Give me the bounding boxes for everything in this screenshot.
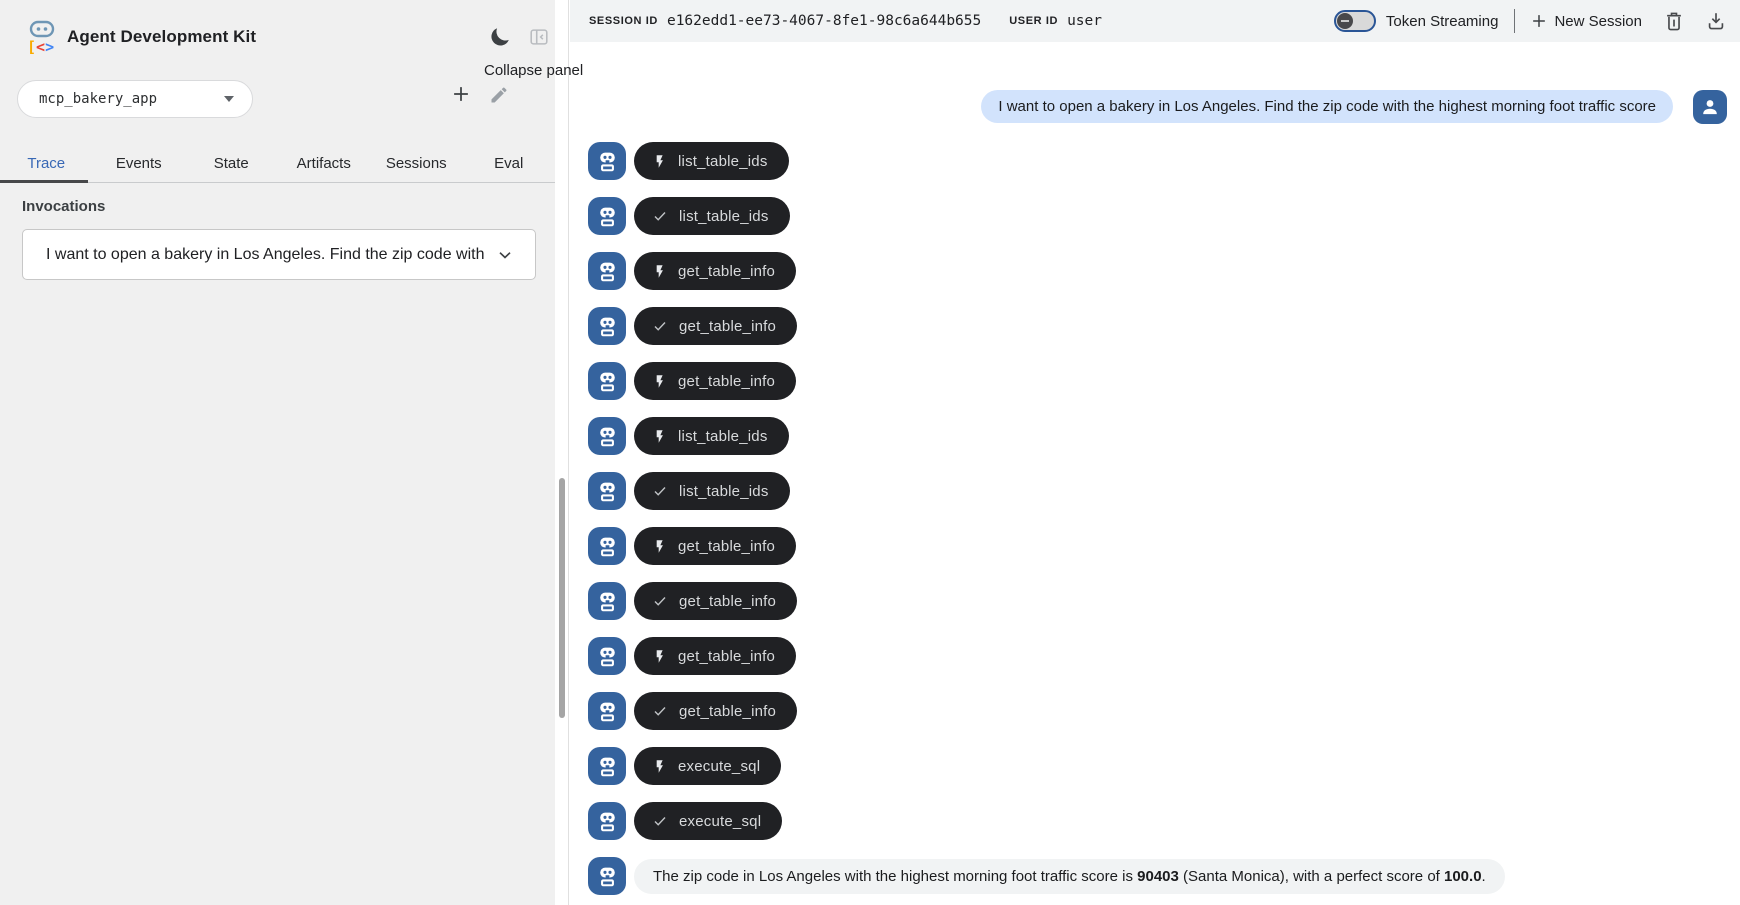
caret-down-icon: [224, 96, 234, 102]
check-icon: [652, 813, 668, 829]
pencil-icon: [489, 85, 509, 105]
panel-header: [0, 0, 555, 74]
session-id-value: e162edd1-ee73-4067-8fe1-98c6a644b655: [666, 13, 982, 29]
app-select-value: mcp_bakery_app: [39, 91, 158, 107]
bolt-icon: [652, 429, 667, 444]
bot-avatar: [588, 197, 626, 235]
tool-name-label: get_table_info: [678, 372, 776, 390]
user-id-value: user: [1067, 13, 1102, 29]
tool-event-row: [588, 582, 1740, 620]
left-panel-content: [0, 0, 555, 905]
left-panel: [0, 0, 569, 905]
chat-area: [570, 0, 1740, 905]
user-avatar: [1693, 90, 1727, 124]
tool-call-chip[interactable]: [634, 142, 789, 180]
user-id-label: USER ID: [1009, 15, 1059, 27]
tab-trace[interactable]: [0, 144, 93, 182]
moon-icon: [488, 25, 512, 49]
user-message-row: [570, 90, 1740, 124]
score-value: 100.0: [1444, 867, 1482, 885]
tool-event-row: [588, 802, 1740, 840]
tab-state[interactable]: [185, 144, 278, 182]
new-session-button[interactable]: [1529, 11, 1642, 31]
panel-scrollbar-thumb[interactable]: [559, 478, 565, 718]
final-message-bubble: [634, 859, 1505, 894]
tab-label: Trace: [27, 154, 66, 172]
export-session-button[interactable]: [1704, 9, 1728, 33]
svg-text:[<>: [<>: [27, 38, 55, 54]
tab-label: Events: [115, 154, 162, 172]
tool-name-label: get_table_info: [679, 592, 777, 610]
delete-session-button[interactable]: [1662, 9, 1686, 33]
check-icon: [652, 703, 668, 719]
tool-call-chip[interactable]: [634, 747, 781, 785]
robot-icon: [595, 149, 620, 174]
bolt-icon: [652, 539, 667, 554]
tool-event-row: [588, 142, 1740, 180]
app-select[interactable]: [17, 80, 253, 118]
final-text: (Santa Monica), with a perfect score of: [1178, 867, 1444, 885]
tool-call-chip[interactable]: [634, 802, 782, 840]
bot-avatar: [588, 857, 626, 895]
robot-icon: [595, 864, 620, 889]
collapse-panel-icon: [528, 26, 550, 48]
tool-call-chip[interactable]: [634, 362, 796, 400]
bolt-icon: [652, 759, 667, 774]
tool-name-label: get_table_info: [678, 537, 776, 555]
dark-mode-toggle-button[interactable]: [487, 24, 513, 50]
tool-event-row: [588, 472, 1740, 510]
final-text: .: [1481, 867, 1486, 885]
bot-avatar: [588, 307, 626, 345]
robot-icon: [595, 204, 620, 229]
tool-call-chip[interactable]: [634, 417, 789, 455]
tool-call-chip[interactable]: [634, 252, 796, 290]
tool-name-label: get_table_info: [678, 262, 776, 280]
tab-events[interactable]: [93, 144, 186, 182]
plus-icon: [1529, 11, 1549, 31]
divider: [1514, 9, 1515, 33]
adk-logo-icon: [26, 20, 58, 54]
bot-avatar: [588, 637, 626, 675]
tab-sessions[interactable]: [370, 144, 463, 182]
tool-name-label: get_table_info: [679, 702, 777, 720]
person-icon: [1699, 96, 1721, 118]
tool-call-chip[interactable]: [634, 692, 797, 730]
invocations-heading: Invocations: [22, 198, 106, 215]
final-text: The zip code in Los Angeles with the highest morning foot traffic score is: [653, 867, 1138, 885]
trash-icon: [1663, 10, 1685, 32]
tab-label: Eval: [494, 154, 524, 172]
tool-name-label: execute_sql: [679, 812, 762, 830]
download-icon: [1705, 10, 1727, 32]
tab-artifacts[interactable]: [278, 144, 371, 182]
tool-call-chip[interactable]: [634, 307, 797, 345]
add-button[interactable]: [449, 82, 473, 106]
bot-avatar: [588, 527, 626, 565]
bot-avatar: [588, 747, 626, 785]
tool-call-chip[interactable]: [634, 527, 796, 565]
tool-call-chip[interactable]: [634, 582, 797, 620]
tool-event-row: [588, 747, 1740, 785]
tool-call-chip[interactable]: [634, 637, 796, 675]
tool-name-label: list_table_ids: [679, 482, 769, 500]
message-list: [570, 42, 1740, 895]
session-bar-actions: [1334, 9, 1728, 33]
robot-icon: [595, 534, 620, 559]
check-icon: [652, 208, 668, 224]
tool-name-label: list_table_ids: [678, 152, 768, 170]
invocation-select-value: I want to open a bakery in Los Angeles. Find the zip code with: [46, 245, 485, 263]
check-icon: [652, 483, 668, 499]
bot-avatar: [588, 472, 626, 510]
tool-event-row: [588, 362, 1740, 400]
robot-icon: [595, 424, 620, 449]
invocation-select[interactable]: [22, 229, 536, 280]
robot-icon: [595, 479, 620, 504]
toggle-knob-icon: [1337, 13, 1353, 29]
final-message-row: [588, 857, 1740, 895]
tool-name-label: list_table_ids: [678, 427, 768, 445]
tool-name-label: list_table_ids: [679, 207, 769, 225]
tool-name-label: get_table_info: [678, 647, 776, 665]
bot-avatar: [588, 362, 626, 400]
robot-icon: [595, 644, 620, 669]
token-streaming-label: Token Streaming: [1385, 12, 1499, 30]
bot-avatar: [588, 582, 626, 620]
bolt-icon: [652, 264, 667, 279]
tab-eval[interactable]: [463, 144, 556, 182]
robot-icon: [595, 754, 620, 779]
tool-event-row: [588, 252, 1740, 290]
tool-call-chip[interactable]: [634, 197, 790, 235]
robot-icon: [595, 699, 620, 724]
tab-label: Artifacts: [296, 154, 351, 172]
bot-avatar: [588, 692, 626, 730]
chevron-down-icon: [495, 245, 515, 265]
tab-label: Sessions: [385, 154, 447, 172]
tool-event-row: [588, 307, 1740, 345]
user-message-bubble: I want to open a bakery in Los Angeles. Find the zip code with the highest morning foot traffic score: [981, 90, 1673, 123]
tool-event-row: [588, 527, 1740, 565]
robot-icon: [595, 809, 620, 834]
tool-event-row: [588, 417, 1740, 455]
collapse-panel-button[interactable]: [527, 25, 551, 49]
app-title: Agent Development Kit: [67, 27, 257, 46]
tool-event-list: [570, 142, 1740, 840]
tool-event-row: [588, 692, 1740, 730]
token-streaming-toggle[interactable]: [1334, 10, 1376, 32]
bot-avatar: [588, 142, 626, 180]
tool-event-row: [588, 637, 1740, 675]
tool-name-label: execute_sql: [678, 757, 761, 775]
tool-name-label: get_table_info: [679, 317, 777, 335]
session-bar: [570, 0, 1740, 42]
robot-icon: [595, 314, 620, 339]
tool-event-row: [588, 197, 1740, 235]
bolt-icon: [652, 649, 667, 664]
plus-icon: [450, 83, 472, 105]
robot-icon: [595, 259, 620, 284]
robot-icon: [595, 369, 620, 394]
tab-label: State: [213, 154, 249, 172]
edit-button[interactable]: [489, 85, 509, 105]
check-icon: [652, 318, 668, 334]
robot-icon: [595, 589, 620, 614]
session-id-label: SESSION ID: [589, 15, 658, 27]
collapse-panel-tooltip: Collapse panel: [484, 62, 584, 79]
check-icon: [652, 593, 668, 609]
bot-avatar: [588, 417, 626, 455]
tool-call-chip[interactable]: [634, 472, 790, 510]
new-session-label: New Session: [1554, 12, 1642, 30]
zip-code-value: 90403: [1137, 867, 1179, 885]
bolt-icon: [652, 374, 667, 389]
bolt-icon: [652, 154, 667, 169]
tabs: [0, 144, 555, 183]
bot-avatar: [588, 252, 626, 290]
bot-avatar: [588, 802, 626, 840]
